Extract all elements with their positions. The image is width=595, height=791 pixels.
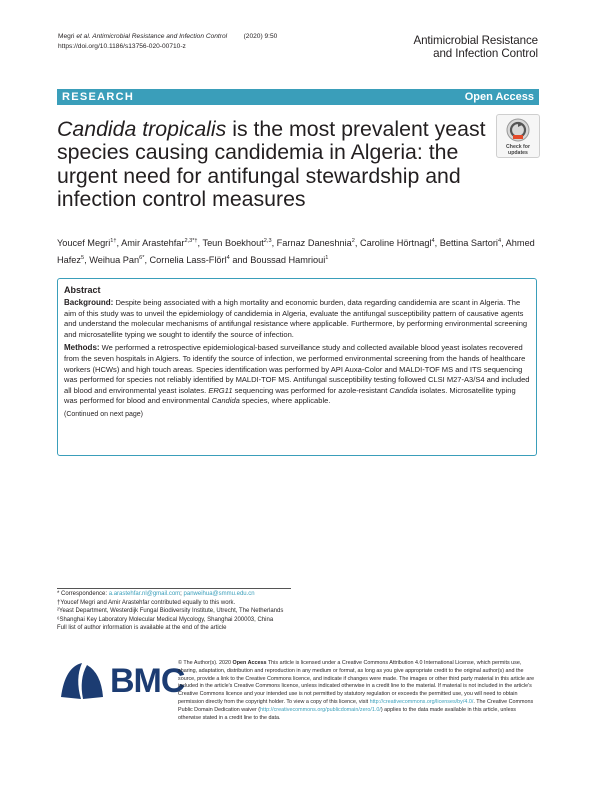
author-affiliation-mark: 1† [110,238,117,244]
author-name: Bettina Sartori [439,238,498,249]
author-name: Ahmed Hafez [57,238,535,265]
license-body: ) applies to the data made available in this article, unless otherwise stated in a credit line to the data. [178,706,516,721]
public-domain-link[interactable]: http://creativecommons.org/publicdomain/zero/1.0/ [260,706,381,713]
article-title [57,118,497,211]
license-body: . The Creative Commons Public Domain Dedication waiver ( [178,698,534,713]
author-affiliation-mark: 4 [431,238,435,244]
author-affiliation-mark: 4 [226,254,230,261]
citation-header [58,32,277,51]
check-for-updates-label [497,145,539,156]
open-access-label: Open Access [464,91,534,103]
author-affiliation-mark: 2,3*† [184,238,198,244]
license-link[interactable]: http://creativecommons.org/licenses/by/4.0/ [369,698,474,705]
journal-name-line1: Antimicrobial Resistance [413,34,538,47]
abstract-heading: Abstract [64,285,101,295]
author-name: Boussad Hamrioui [250,254,326,265]
equal-contribution-note: †Youcef Megri and Amir Arastehfar contributed equally to this work. [57,599,236,606]
affiliation-2: ²Yeast Department, Westerdijk Fungal Biodiversity Institute, Utrecht, The Netherlands [57,608,284,615]
author-affiliation-mark: 2,3 [263,238,272,244]
author[interactable] [150,255,230,265]
journal-name [413,34,538,60]
affiliation-6: ⁶Shanghai Key Laboratory Molecular Medical Mycology, Shanghai 200003, China [57,616,274,623]
methods-text: sequencing was performed for azole-resistant [232,385,390,395]
background-text: Despite being associated with a high mortality and economic burden, data regarding candidemia are scant in Algeria. The aim of this study was to unveil the epidemiology of candidemia in Algeria, evaluate the antifungal susceptibility pattern of causative agents and understand the molecular mechanisms of antifungal resistance where applicable. Furthermore, by performing environmental screening and microsatellite typing we sought to identify the source of infection. [64,298,528,339]
author-name: Teun Boekhout [202,238,264,249]
author-info-note: Full list of author information is available at the end of the article [57,625,227,632]
abstract-box [57,278,537,456]
correspondence-label: * Correspondence: [57,591,109,597]
methods-gene: ERG11 [208,385,233,395]
author-affiliation-mark: 1 [325,254,329,261]
author[interactable] [440,238,501,248]
methods-text: We performed a retrospective epidemiological-based surveillance study and collected available blood yeast isolates recovered from the seven hospitals in Algiers. To identify the source of infection, we performed environmental screening from the hands of healthcare workers (HCWs) and high touch areas. Species identification was performed by API Auxa-Color and MALDI-TOF MS and ITS sequencing was performed for species not reliably identified by MALDI-TOF MS. Antifungal susceptibility testing followed CLSI M27-A3/S4 and included all blood and environmental yeast isolates. [64,343,530,395]
article-type-bar [57,89,539,105]
check-for-updates-button[interactable] [496,114,540,158]
citation-journal: et al. Antimicrobial Resistance and Infection Control [76,33,228,40]
author-affiliation-mark: 6* [139,254,145,261]
license-text [178,660,538,722]
abstract-background [64,298,530,340]
license-lead: © The Author(s). 2020 [178,660,233,666]
author-name: Weihua Pan [89,254,140,265]
bmc-logo-mark-icon [57,659,107,703]
email-link[interactable]: panweihua@smmu.edu.cn [183,591,255,597]
badge-line1: Check for [506,144,530,150]
background-label: Background: [64,298,114,307]
continued-note: (Continued on next page) [64,410,143,418]
article-type-label: RESEARCH [62,91,135,103]
bmc-logo-text: BMC [110,662,185,700]
methods-text: isolates. Microsatellite typing was performed for blood and environmental [64,385,516,406]
email-separator: ; [180,591,184,597]
citation-authors: Megri [58,33,77,40]
author[interactable] [89,255,144,265]
email-link[interactable]: a.arastehfar.nl@gmail.com [108,591,181,597]
license-body: This article is licensed under a Creative Commons Attribution 4.0 International License, which permits use, sharing, adaptation, distribution and reproduction in any medium or format, as long as you give appropriate credit to the original author(s) and the source, provide a link to the Creative Commons licence, and indicate if changes were made. The images or other third party material in this article are included in the article's Creative Commons licence, unless indicated otherwise in a credit line to the material. If material is not included in the article's Creative Commons licence and your intended use is not permitted by statutory regulation or exceeds the permitted use, you will need to obtain permission directly from the copyright holder. To view a copy of this licence, visit [178,660,535,705]
author-affiliation-mark: 4 [497,238,502,244]
author-affiliation-mark: 5 [81,254,85,261]
author[interactable] [202,238,271,248]
methods-label: Methods: [64,343,100,353]
methods-text: species, where applicable. [239,396,331,406]
abstract-methods [64,343,530,407]
author-name: Caroline Hörtnagl [359,238,432,249]
doi-link[interactable]: https://doi.org/10.1186/s13756-020-00710-z [58,42,186,50]
author-name: Amir Arastehfar [121,238,185,249]
footnotes [57,590,297,633]
footnote-divider [57,588,291,589]
author[interactable] [121,238,197,248]
author[interactable] [360,238,435,248]
author[interactable] [250,255,328,265]
author-name: Youcef Megri [57,238,111,249]
title-species: Candida tropicalis [57,117,227,141]
methods-genus: Candida [389,385,418,395]
citation-line [58,32,277,42]
author-name: Cornelia Lass-Flörl [149,254,227,265]
title-rest: is the most prevalent yeast species causing candidemia in Algeria: the urgent need for antifungal stewardship and infection control measures [57,117,486,211]
license-open-access: Open Access [232,660,267,666]
author[interactable] [277,238,355,248]
author-name: Farnaz Daneshnia [276,238,352,249]
author-list: Youcef Megri$^{1\dagger}$, Amir Arastehfar$^{2,3*\dagger}$, Teun Boekhout$^{2,3}$, Farnaz Daneshnia$^2$, Caroline Hörtnagl$^4$, Bettina Sartori$^4$, Ahmed Hafez$^5$, Weihua Pan$^{6*}$, Cornelia Lass-Flörl$^4$ and Boussad Hamrioui$^1$ [57,238,535,265]
author-affiliation-mark: 2 [351,238,355,244]
bmc-logo [57,659,185,703]
journal-name-line2: and Infection Control [433,47,538,60]
citation-volume: (2020) 9:50 [227,33,278,40]
author[interactable] [57,238,117,248]
correspondence [57,590,297,599]
check-for-updates-icon [497,115,539,145]
methods-genus: Candida [211,396,240,406]
badge-line2: updates [508,149,528,156]
